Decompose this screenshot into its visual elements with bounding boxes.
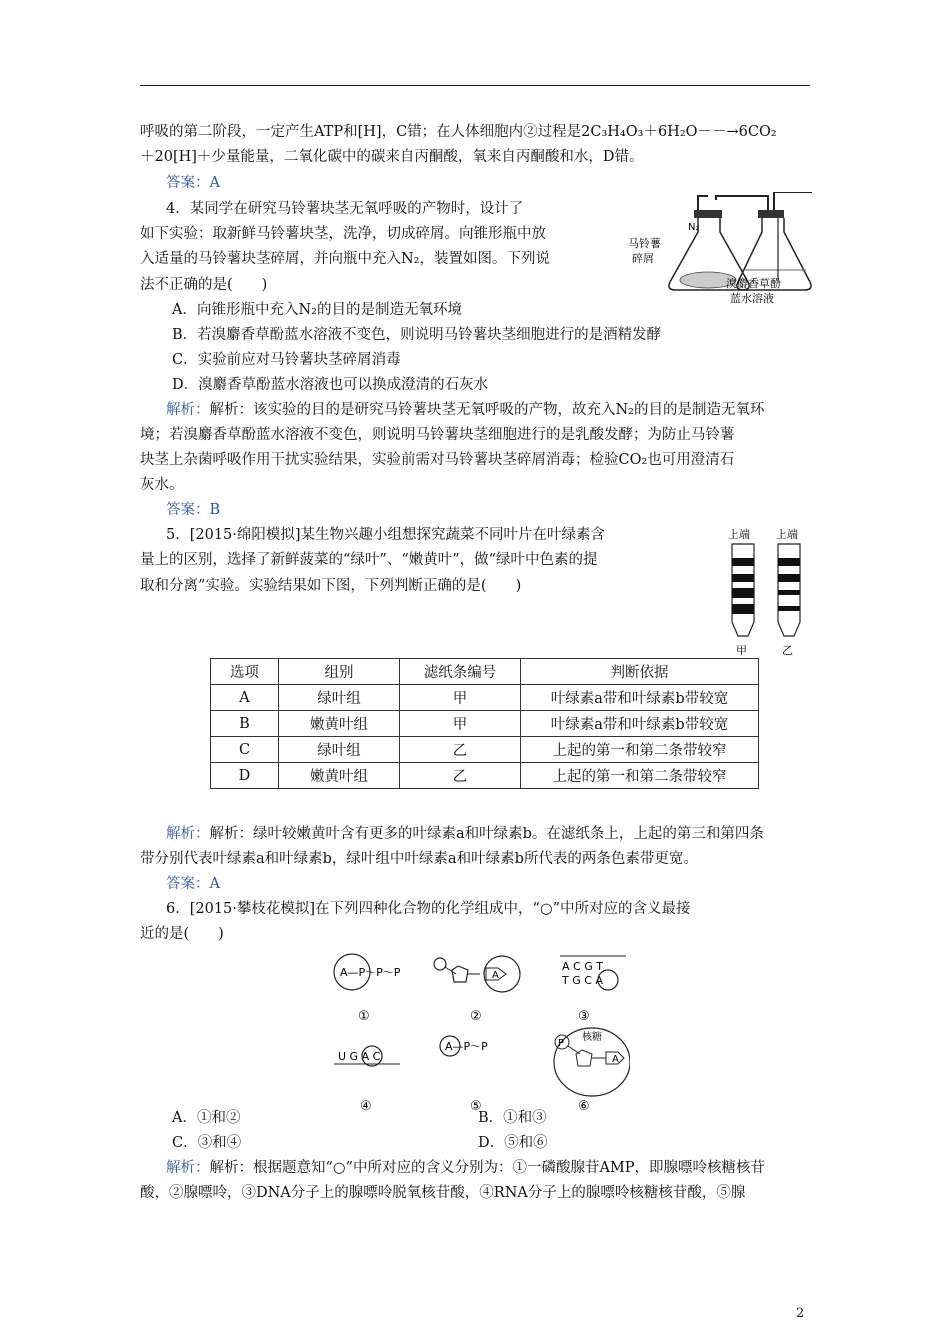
molecule-6-sugar: 核糖	[582, 1032, 602, 1043]
explanation: 带分别代表叶绿素a和叶绿素b，绿叶组中叶绿素a和叶绿素b所代表的两条色素带更宽。	[140, 851, 698, 867]
table-header	[211, 659, 759, 685]
question-4: 入适量的马铃薯块茎碎屑，并向瓶中充入N₂，装置如图。下列说	[140, 251, 550, 267]
question-5: 取和分离”实验。实验结果如下图，下列判断正确的是( )	[140, 578, 522, 594]
cell: 绿叶组	[279, 685, 400, 711]
header-cell: 滤纸条编号	[400, 659, 521, 685]
strip-yi: 乙	[782, 644, 793, 657]
cell: 甲	[400, 711, 521, 737]
question-5: 量上的区别，选择了新鲜菠菜的“绿叶”、“嫩黄叶”，做“绿叶中色素的提	[140, 552, 598, 568]
n2-label: N₂	[688, 222, 700, 233]
cell: 叶绿素a带和叶绿素b带较宽	[521, 685, 759, 711]
page-number: 2	[796, 1306, 805, 1321]
molecule-6-p: P	[558, 1038, 565, 1049]
question-6: 近的是( )	[140, 926, 224, 942]
molecule-3-top: A C G T	[562, 960, 603, 973]
btb-label: 溴麝香草酚	[726, 277, 781, 290]
molecule-4: U G A C	[338, 1050, 381, 1063]
option-a: A．①和②	[172, 1110, 241, 1126]
btb-label: 蓝水溶液	[730, 292, 774, 305]
para-line: ＋20[H]＋少量能量，二氧化碳中的碳来自丙酮酸，氧来自丙酮酸和水，D错。	[140, 149, 644, 165]
label-4: ④	[360, 1099, 372, 1114]
option-d: D．⑤和⑥	[478, 1135, 548, 1151]
explanation: 块茎上杂菌呼吸作用干扰实验结果，实验前需对马铃薯块茎碎屑消毒；检验CO₂也可用澄清石	[140, 452, 735, 468]
answer: 答案：B	[166, 502, 221, 518]
results-table	[210, 658, 759, 789]
cell: D	[211, 763, 279, 789]
molecule-2-a: A	[492, 970, 499, 981]
table-row	[211, 737, 759, 763]
header-rule	[140, 85, 810, 86]
question-4: 法不正确的是( )	[140, 277, 268, 293]
label-2: ②	[470, 1009, 482, 1024]
potato-label: 马铃薯	[628, 237, 661, 250]
cell: 嫩黄叶组	[279, 763, 400, 789]
option-b: B．若溴麝香草酚蓝水溶液不变色，则说明马铃薯块茎细胞进行的是酒精发酵	[172, 327, 662, 343]
flask-apparatus-figure	[628, 192, 813, 307]
para-line: 呼吸的第二阶段，一定产生ATP和[H]，C错；在人体细胞内②过程是2C₃H₄O₃＋6H₂O－－→6CO₂	[140, 124, 777, 140]
option-b: B．①和③	[478, 1110, 547, 1126]
cell: B	[211, 711, 279, 737]
explanation: 境；若溴麝香草酚蓝水溶液不变色，则说明马铃薯块茎细胞进行的是乳酸发酵；为防止马铃薯	[140, 427, 735, 443]
strip-top-label: 上端	[776, 528, 798, 541]
chromatography-strips-figure	[720, 524, 815, 659]
table-row	[211, 685, 759, 711]
cell: 乙	[400, 763, 521, 789]
option-d: D．溴麝香草酚蓝水溶液也可以换成澄清的石灰水	[172, 377, 489, 393]
table-row	[211, 763, 759, 789]
header-cell: 选项	[211, 659, 279, 685]
explanation: 解析：解析：该实验的目的是研究马铃薯块茎无氧呼吸的产物，故充入N₂的目的是制造无氧环	[166, 402, 765, 418]
explanation: 灰水。	[140, 477, 184, 493]
cell: 嫩黄叶组	[279, 711, 400, 737]
table-row	[211, 711, 759, 737]
cell: 上起的第一和第二条带较窄	[521, 737, 759, 763]
strip-jia: 甲	[736, 644, 747, 657]
question-4: 如下实验：取新鲜马铃薯块茎，洗净，切成碎屑。向锥形瓶中放	[140, 226, 546, 242]
cell: C	[211, 737, 279, 763]
header-cell: 判断依据	[521, 659, 759, 685]
cell: 甲	[400, 685, 521, 711]
strip-top-label: 上端	[728, 528, 750, 541]
molecule-5: A—P～P	[445, 1040, 488, 1053]
label-6: ⑥	[578, 1099, 590, 1114]
label-3: ③	[578, 1009, 590, 1024]
molecule-1: A—P～P～P	[340, 966, 401, 979]
cell: 上起的第一和第二条带较窄	[521, 763, 759, 789]
label-5: ⑤	[470, 1099, 482, 1114]
explanation: 解析：解析：根据题意知“○”中所对应的含义分别为：①一磷酸腺苷AMP，即腺嘌呤核糖核苷	[166, 1160, 766, 1176]
molecule-6-a: A	[612, 1054, 619, 1065]
header-cell: 组别	[279, 659, 400, 685]
answer: 答案：A	[166, 876, 220, 892]
explanation: 解析：解析：绿叶较嫩黄叶含有更多的叶绿素a和叶绿素b。在滤纸条上，上起的第三和第四条	[166, 826, 764, 842]
potato-label: 碎屑	[632, 252, 654, 265]
option-c: C．③和④	[172, 1135, 242, 1151]
explanation: 酸，②腺嘌呤，③DNA分子上的腺嘌呤脱氧核苷酸，④RNA分子上的腺嘌呤核糖核苷酸，⑤腺	[140, 1185, 746, 1201]
cell: 叶绿素a带和叶绿素b带较宽	[521, 711, 759, 737]
option-a: A．向锥形瓶中充入N₂的目的是制造无氧环境	[172, 302, 462, 318]
cell: 绿叶组	[279, 737, 400, 763]
label-1: ①	[358, 1009, 370, 1024]
option-c: C．实验前应对马铃薯块茎碎屑消毒	[172, 352, 401, 368]
cell: 乙	[400, 737, 521, 763]
answer: 答案：A	[166, 175, 220, 191]
cell: A	[211, 685, 279, 711]
question-4: 4．某同学在研究马铃薯块茎无氧呼吸的产物时，设计了	[166, 201, 524, 217]
molecule-3-bottom: T G C A	[562, 974, 603, 987]
question-6: 6．[2015·攀枝花模拟]在下列四种化合物的化学组成中，“○”中所对应的含义最接	[166, 901, 691, 917]
question-5: 5．[2015·绵阳模拟]某生物兴趣小组想探究蔬菜不同叶片在叶绿素含	[166, 527, 606, 543]
molecule-diagrams	[330, 950, 630, 1128]
